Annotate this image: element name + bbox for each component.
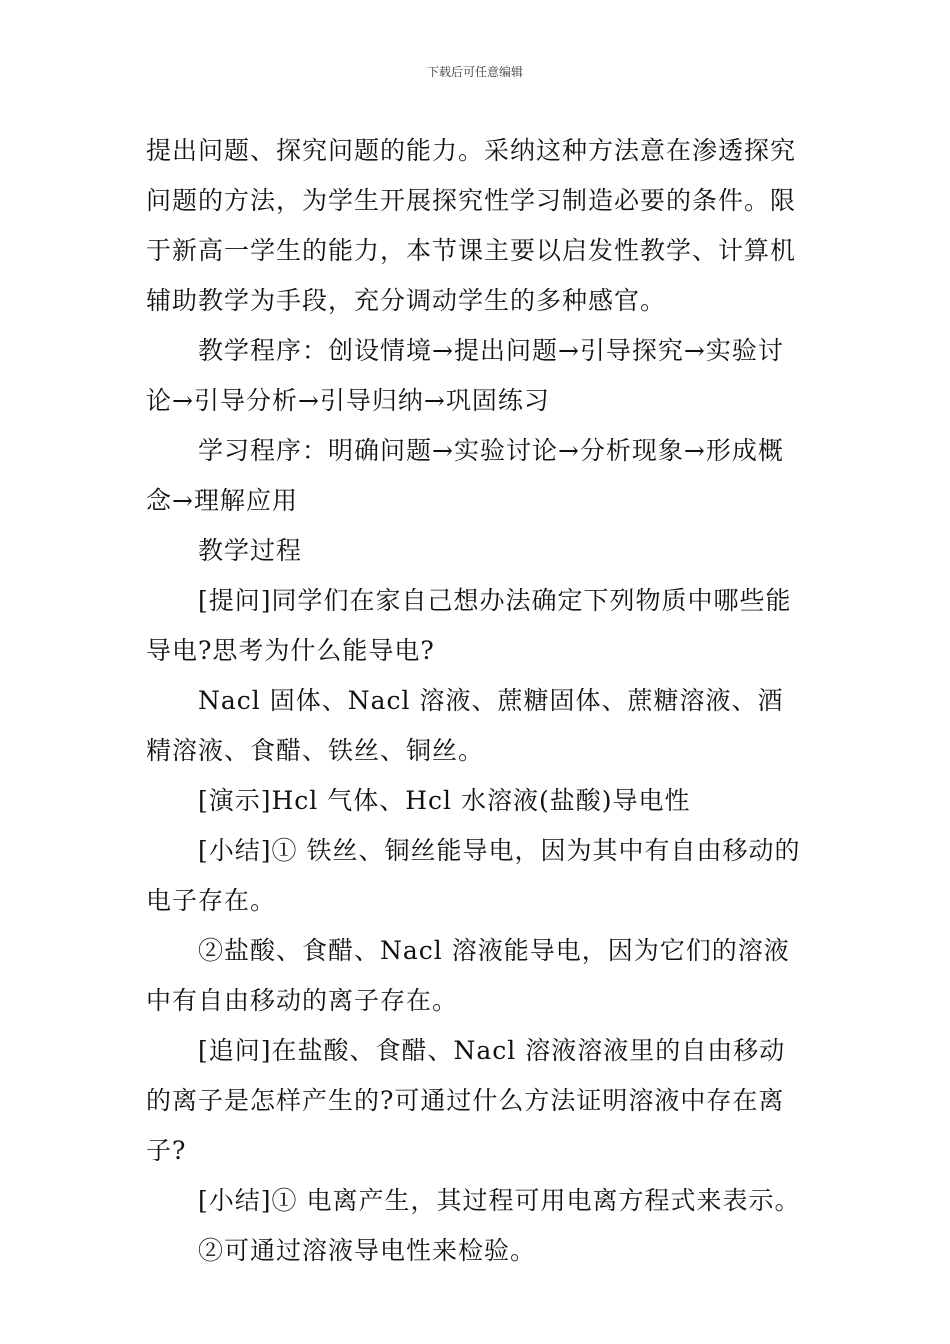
paragraph-summary-2: ②盐酸、食醋、Nacl 溶液能导电，因为它们的溶液中有自由移动的离子存在。	[146, 936, 790, 1015]
page-header: 下载后可任意编辑	[426, 65, 523, 79]
paragraph-learning-procedure: 学习程序：明确问题→实验讨论→分析现象→形成概念→理解应用	[146, 436, 784, 515]
paragraph-summary-3: [小结]① 电离产生，其过程可用电离方程式来表示。	[198, 1186, 801, 1215]
paragraph-teaching-process-heading: 教学过程	[198, 536, 303, 565]
paragraph-teaching-procedure: 教学程序：创设情境→提出问题→引导探究→实验讨论→引导分析→引导归纳→巩固练习	[146, 336, 784, 415]
paragraph-demonstration: [演示]Hcl 气体、Hcl 水溶液(盐酸)导电性	[198, 786, 691, 815]
document-body	[146, 126, 808, 1276]
paragraph-follow-up-question: [追问]在盐酸、食醋、Nacl 溶液溶液里的自由移动的离子是怎样产生的?可通过什么方法证明溶液中存在离子?	[146, 1036, 786, 1165]
paragraph-method: 提出问题、探究问题的能力。采纳这种方法意在渗透探究问题的方法，为学生开展探究性学习制造必要的条件。限于新高一学生的能力，本节课主要以启发性教学、计算机辅助教学为手段，充分调动学生的多种感官。	[146, 136, 797, 315]
paragraph-summary-1: [小结]① 铁丝、铜丝能导电，因为其中有自由移动的电子存在。	[146, 836, 801, 915]
paragraph-summary-4: ②可通过溶液导电性来检验。	[198, 1236, 537, 1265]
paragraph-substances: Nacl 固体、Nacl 溶液、蔗糖固体、蔗糖溶液、酒精溶液、食醋、铁丝、铜丝。	[146, 686, 784, 765]
paragraph-question: [提问]同学们在家自己想办法确定下列物质中哪些能导电?思考为什么能导电?	[146, 586, 792, 665]
